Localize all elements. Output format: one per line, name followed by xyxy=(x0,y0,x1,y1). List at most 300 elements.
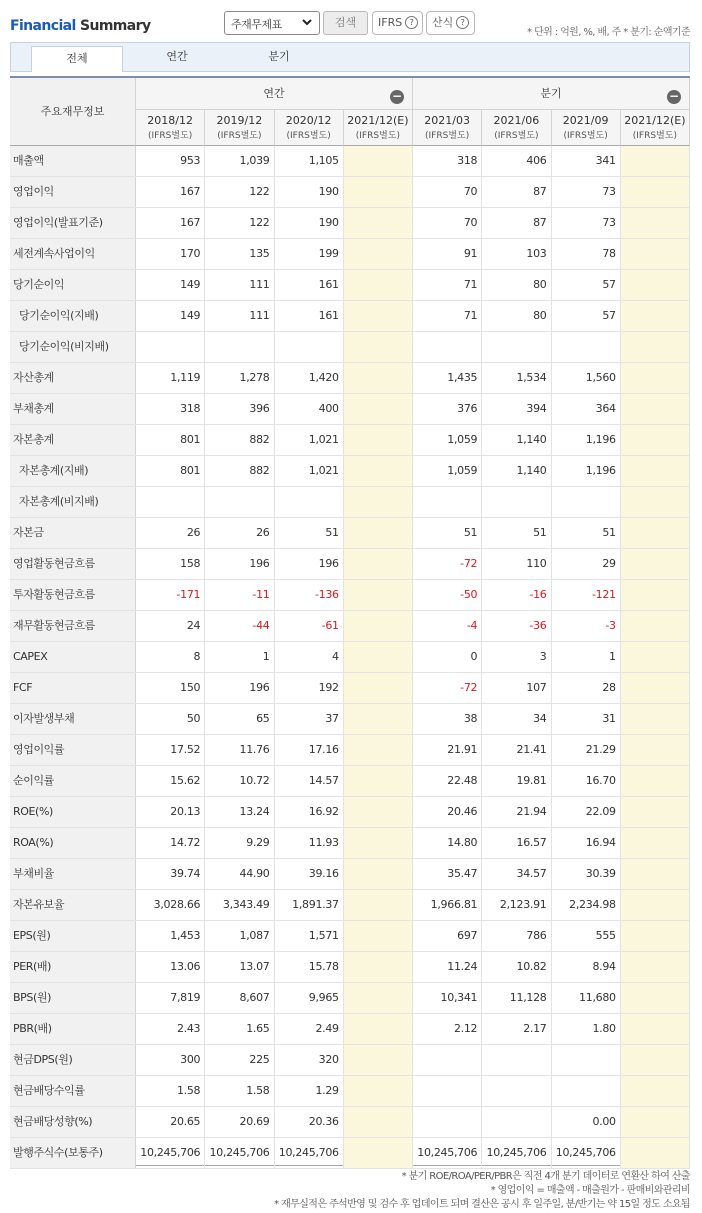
value-cell: 111 xyxy=(205,270,274,300)
row-label: 재무활동현금흐름 xyxy=(10,611,136,641)
row-label: CAPEX xyxy=(10,642,136,672)
table-row xyxy=(10,394,690,425)
row-label: EPS(원) xyxy=(10,921,136,951)
value-cell: 149 xyxy=(136,301,205,331)
value-cell xyxy=(482,1045,551,1075)
column-standard: (IFRS별도) xyxy=(286,131,331,141)
value-cell: 91 xyxy=(413,239,482,269)
value-cell: 57 xyxy=(552,270,621,300)
value-cell: 39.74 xyxy=(136,859,205,889)
row-label: PBR(배) xyxy=(10,1014,136,1044)
value-cell: 11.24 xyxy=(413,952,482,982)
value-cell xyxy=(413,487,482,517)
value-cell xyxy=(413,1076,482,1106)
value-cell xyxy=(621,766,690,796)
value-cell: 2,123.91 xyxy=(482,890,551,920)
value-cell: 1,140 xyxy=(482,456,551,486)
value-cell: -136 xyxy=(275,580,344,610)
value-cell: 51 xyxy=(275,518,344,548)
value-cell: 31 xyxy=(552,704,621,734)
value-cell xyxy=(621,549,690,579)
column-period: 2020/12 xyxy=(285,114,332,127)
tab-annual[interactable]: 연간 xyxy=(166,50,188,63)
row-label: 당기순이익 xyxy=(10,270,136,300)
table-row xyxy=(10,642,690,673)
value-cell xyxy=(621,673,690,703)
value-cell: 11,680 xyxy=(552,983,621,1013)
value-cell xyxy=(344,518,413,548)
row-label: 현금배당성향(%) xyxy=(10,1107,136,1137)
value-cell: 11.93 xyxy=(275,828,344,858)
value-cell xyxy=(621,332,690,362)
value-cell: 65 xyxy=(205,704,274,734)
value-cell: 1,196 xyxy=(552,456,621,486)
value-cell: 34 xyxy=(482,704,551,734)
value-cell: 1.80 xyxy=(552,1014,621,1044)
value-cell: 14.80 xyxy=(413,828,482,858)
row-label: 매출액 xyxy=(10,146,136,176)
value-cell: 16.92 xyxy=(275,797,344,827)
value-cell: -4 xyxy=(413,611,482,641)
value-cell: 20.65 xyxy=(136,1107,205,1137)
value-cell xyxy=(344,549,413,579)
value-cell: 71 xyxy=(413,301,482,331)
value-cell: 1,059 xyxy=(413,456,482,486)
value-cell: 882 xyxy=(205,456,274,486)
value-cell: 34.57 xyxy=(482,859,551,889)
value-cell: 801 xyxy=(136,456,205,486)
unit-note: * 단위 : 억원, %, 배, 주 * 분기: 순액기준 xyxy=(527,27,690,38)
value-cell: 1,039 xyxy=(205,146,274,176)
value-cell: 1,278 xyxy=(205,363,274,393)
value-cell: 111 xyxy=(205,301,274,331)
value-cell: 190 xyxy=(275,177,344,207)
value-cell: 9.29 xyxy=(205,828,274,858)
value-cell: 73 xyxy=(552,177,621,207)
value-cell xyxy=(344,146,413,176)
row-label: 자본유보율 xyxy=(10,890,136,920)
value-cell: 38 xyxy=(413,704,482,734)
table-row xyxy=(10,518,690,549)
footnotes xyxy=(274,1170,690,1212)
value-cell: 51 xyxy=(552,518,621,548)
column-standard: (IFRS별도) xyxy=(217,131,262,141)
value-cell: 26 xyxy=(136,518,205,548)
value-cell xyxy=(621,177,690,207)
value-cell: 1,453 xyxy=(136,921,205,951)
value-cell: 341 xyxy=(552,146,621,176)
value-cell: 73 xyxy=(552,208,621,238)
value-cell: 24 xyxy=(136,611,205,641)
value-cell xyxy=(552,1045,621,1075)
footnote: * 재무실적은 주석반영 및 검수 후 업데이트 되며 결산은 공시 후 일주일, 분/반기는 약 15일 정도 소요됨 xyxy=(274,1199,690,1210)
value-cell xyxy=(621,487,690,517)
value-cell: -36 xyxy=(482,611,551,641)
value-cell xyxy=(621,983,690,1013)
row-label: 부채비율 xyxy=(10,859,136,889)
value-cell: 35.47 xyxy=(413,859,482,889)
value-cell: 406 xyxy=(482,146,551,176)
column-standard: (IFRS별도) xyxy=(494,131,539,141)
value-cell: 9,965 xyxy=(275,983,344,1013)
value-cell xyxy=(275,332,344,362)
table-row xyxy=(10,983,690,1014)
value-cell: 20.46 xyxy=(413,797,482,827)
column-period: 2021/12(E) xyxy=(347,114,409,127)
row-label: 투자활동현금흐름 xyxy=(10,580,136,610)
value-cell: 51 xyxy=(413,518,482,548)
column-period: 2021/09 xyxy=(562,114,609,127)
value-cell: 17.16 xyxy=(275,735,344,765)
value-cell xyxy=(621,301,690,331)
value-cell: 21.91 xyxy=(413,735,482,765)
value-cell: 57 xyxy=(552,301,621,331)
value-cell xyxy=(621,797,690,827)
value-cell xyxy=(621,859,690,889)
formula-label: 산식 xyxy=(432,16,454,29)
help-icon: ? xyxy=(405,16,418,29)
column-period: 2019/12 xyxy=(216,114,263,127)
value-cell: 21.94 xyxy=(482,797,551,827)
row-label: ROA(%) xyxy=(10,828,136,858)
value-cell: 16.70 xyxy=(552,766,621,796)
page-title xyxy=(10,18,150,34)
annual-group-label: 연간 xyxy=(263,87,285,100)
value-cell: 78 xyxy=(552,239,621,269)
value-cell: 376 xyxy=(413,394,482,424)
collapse-annual-button[interactable]: − xyxy=(391,89,403,103)
value-cell xyxy=(621,642,690,672)
value-cell: 199 xyxy=(275,239,344,269)
value-cell xyxy=(552,332,621,362)
value-cell xyxy=(344,270,413,300)
search-button[interactable]: 검색 xyxy=(323,11,368,35)
row-label: 부채총계 xyxy=(10,394,136,424)
row-label: 영업이익 xyxy=(10,177,136,207)
column-period: 2018/12 xyxy=(147,114,193,127)
table-row xyxy=(10,766,690,797)
value-cell: 1.58 xyxy=(205,1076,274,1106)
value-cell xyxy=(344,1076,413,1106)
row-label: 자산총계 xyxy=(10,363,136,393)
row-label: FCF xyxy=(10,673,136,703)
value-cell xyxy=(482,487,551,517)
value-cell xyxy=(344,642,413,672)
value-cell: 87 xyxy=(482,208,551,238)
column-header xyxy=(344,110,413,146)
column-standard: (IFRS별도) xyxy=(425,131,470,141)
value-cell: 135 xyxy=(205,239,274,269)
value-cell: 37 xyxy=(275,704,344,734)
value-cell: 70 xyxy=(413,208,482,238)
value-cell xyxy=(552,487,621,517)
value-cell xyxy=(344,425,413,455)
value-cell xyxy=(413,1107,482,1137)
table-row xyxy=(10,270,690,301)
row-label: 자본총계 xyxy=(10,425,136,455)
value-cell: -121 xyxy=(552,580,621,610)
value-cell xyxy=(552,1076,621,1106)
value-cell xyxy=(621,518,690,548)
table-row xyxy=(10,797,690,828)
tab-quarter[interactable]: 분기 xyxy=(268,50,290,63)
value-cell: 1,196 xyxy=(552,425,621,455)
value-cell xyxy=(413,332,482,362)
value-cell: 394 xyxy=(482,394,551,424)
header-bar xyxy=(0,0,702,42)
value-cell xyxy=(136,487,205,517)
value-cell: 1,059 xyxy=(413,425,482,455)
value-cell: 10,245,706 xyxy=(482,1138,551,1168)
value-cell xyxy=(344,580,413,610)
value-cell xyxy=(344,239,413,269)
value-cell: 161 xyxy=(275,301,344,331)
value-cell: 7,819 xyxy=(136,983,205,1013)
value-cell: 122 xyxy=(205,177,274,207)
value-cell xyxy=(621,1138,690,1168)
value-cell: 196 xyxy=(205,673,274,703)
value-cell xyxy=(344,1138,413,1168)
column-header xyxy=(136,110,205,146)
value-cell xyxy=(344,332,413,362)
value-cell xyxy=(205,487,274,517)
value-cell xyxy=(621,394,690,424)
value-cell xyxy=(344,1014,413,1044)
value-cell: 1,891.37 xyxy=(275,890,344,920)
formula-help-button[interactable] xyxy=(426,11,475,35)
help-icon: ? xyxy=(456,16,469,29)
column-header xyxy=(482,110,551,146)
value-cell xyxy=(482,332,551,362)
value-cell: 1,534 xyxy=(482,363,551,393)
chevron-down-icon xyxy=(301,15,313,32)
row-label: 영업이익(발표기준) xyxy=(10,208,136,238)
collapse-quarter-button[interactable]: − xyxy=(668,89,680,103)
value-cell: 953 xyxy=(136,146,205,176)
value-cell: 22.09 xyxy=(552,797,621,827)
column-header xyxy=(205,110,274,146)
value-cell: 21.41 xyxy=(482,735,551,765)
value-cell: 2.12 xyxy=(413,1014,482,1044)
value-cell: 28 xyxy=(552,673,621,703)
table-row xyxy=(10,208,690,239)
value-cell: 80 xyxy=(482,270,551,300)
ifrs-help-button[interactable] xyxy=(372,11,423,35)
value-cell: 801 xyxy=(136,425,205,455)
table-row xyxy=(10,859,690,890)
table-row xyxy=(10,363,690,394)
value-cell xyxy=(482,1076,551,1106)
value-cell: 2,234.98 xyxy=(552,890,621,920)
annual-group-header xyxy=(136,78,413,110)
value-cell: 110 xyxy=(482,549,551,579)
column-period: 2021/03 xyxy=(424,114,470,127)
column-standard: (IFRS별도) xyxy=(563,131,608,141)
table-row xyxy=(10,177,690,208)
row-label: ROE(%) xyxy=(10,797,136,827)
value-cell: 1,420 xyxy=(275,363,344,393)
table-row xyxy=(10,1138,690,1169)
value-cell: 786 xyxy=(482,921,551,951)
value-cell: 1,560 xyxy=(552,363,621,393)
value-cell xyxy=(621,952,690,982)
value-cell: 14.57 xyxy=(275,766,344,796)
value-cell: 161 xyxy=(275,270,344,300)
row-label: 당기순이익(비지배) xyxy=(10,332,136,362)
value-cell xyxy=(344,828,413,858)
table-row xyxy=(10,332,690,363)
quarter-group-label: 분기 xyxy=(540,87,562,100)
value-cell: 71 xyxy=(413,270,482,300)
value-cell: 20.69 xyxy=(205,1107,274,1137)
column-standard: (IFRS별도) xyxy=(148,131,193,141)
value-cell: -16 xyxy=(482,580,551,610)
table-row xyxy=(10,1045,690,1076)
value-cell: 1,140 xyxy=(482,425,551,455)
table-row xyxy=(10,549,690,580)
value-cell xyxy=(621,704,690,734)
value-cell: 13.06 xyxy=(136,952,205,982)
statement-type-value: 주재무제표 xyxy=(231,18,282,31)
value-cell xyxy=(344,704,413,734)
value-cell: 1,966.81 xyxy=(413,890,482,920)
value-cell: 882 xyxy=(205,425,274,455)
ifrs-label: IFRS xyxy=(378,16,403,29)
value-cell xyxy=(621,208,690,238)
value-cell xyxy=(621,1014,690,1044)
value-cell: 87 xyxy=(482,177,551,207)
column-standard: (IFRS별도) xyxy=(355,131,400,141)
value-cell: 122 xyxy=(205,208,274,238)
value-cell: 3 xyxy=(482,642,551,672)
value-cell: 170 xyxy=(136,239,205,269)
value-cell: 400 xyxy=(275,394,344,424)
footnote: * 분기 ROE/ROA/PER/PBR은 직전 4개 분기 데이터로 연환산 하여 산출 xyxy=(401,1171,690,1182)
value-cell: -3 xyxy=(552,611,621,641)
value-cell: 22.48 xyxy=(413,766,482,796)
value-cell: 19.81 xyxy=(482,766,551,796)
value-cell: 0 xyxy=(413,642,482,672)
value-cell: 29 xyxy=(552,549,621,579)
value-cell: 1.29 xyxy=(275,1076,344,1106)
value-cell: 1,435 xyxy=(413,363,482,393)
value-cell: 2.43 xyxy=(136,1014,205,1044)
value-cell: 555 xyxy=(552,921,621,951)
value-cell xyxy=(344,363,413,393)
row-label: 현금DPS(원) xyxy=(10,1045,136,1075)
footnote: * 영업이익 = 매출액 - 매출원가 - 판매비와관리비 xyxy=(490,1185,690,1196)
column-period: 2021/12(E) xyxy=(624,114,686,127)
value-cell: 13.07 xyxy=(205,952,274,982)
value-cell xyxy=(621,425,690,455)
value-cell: 20.13 xyxy=(136,797,205,827)
row-label: 영업이익률 xyxy=(10,735,136,765)
value-cell: 150 xyxy=(136,673,205,703)
row-label: 현금배당수익률 xyxy=(10,1076,136,1106)
value-cell: 70 xyxy=(413,177,482,207)
value-cell: 21.29 xyxy=(552,735,621,765)
value-cell xyxy=(344,673,413,703)
value-cell xyxy=(621,146,690,176)
value-cell: 1,571 xyxy=(275,921,344,951)
value-cell xyxy=(621,1076,690,1106)
value-cell xyxy=(205,332,274,362)
value-cell: 1 xyxy=(205,642,274,672)
value-cell: 2.49 xyxy=(275,1014,344,1044)
value-cell: 10.72 xyxy=(205,766,274,796)
value-cell: 10,245,706 xyxy=(136,1138,205,1168)
value-cell xyxy=(621,828,690,858)
value-cell xyxy=(344,208,413,238)
value-cell: 364 xyxy=(552,394,621,424)
value-cell: 44.90 xyxy=(205,859,274,889)
value-cell: 158 xyxy=(136,549,205,579)
value-cell: 0.00 xyxy=(552,1107,621,1137)
value-cell: 1.65 xyxy=(205,1014,274,1044)
table-row xyxy=(10,1014,690,1045)
value-cell xyxy=(344,177,413,207)
value-cell: 8.94 xyxy=(552,952,621,982)
value-cell: 8,607 xyxy=(205,983,274,1013)
value-cell xyxy=(136,332,205,362)
table-row xyxy=(10,425,690,456)
value-cell: 167 xyxy=(136,177,205,207)
value-cell: -50 xyxy=(413,580,482,610)
table-row xyxy=(10,301,690,332)
value-cell: 10,245,706 xyxy=(205,1138,274,1168)
table-row xyxy=(10,735,690,766)
value-cell: 196 xyxy=(205,549,274,579)
value-cell xyxy=(344,1107,413,1137)
value-cell xyxy=(482,1107,551,1137)
value-cell: 51 xyxy=(482,518,551,548)
value-cell: 10,245,706 xyxy=(275,1138,344,1168)
statement-type-select[interactable] xyxy=(224,11,320,35)
value-cell: 3,028.66 xyxy=(136,890,205,920)
value-cell xyxy=(344,1045,413,1075)
row-label: 자본총계(지배) xyxy=(10,456,136,486)
title-summary: Summary xyxy=(79,18,151,34)
tab-all[interactable]: 전체 xyxy=(31,46,123,72)
value-cell xyxy=(344,859,413,889)
value-cell xyxy=(344,394,413,424)
table-row xyxy=(10,456,690,487)
row-label: 발행주식수(보통주) xyxy=(10,1138,136,1168)
value-cell: 39.16 xyxy=(275,859,344,889)
value-cell xyxy=(621,890,690,920)
value-cell: 13.24 xyxy=(205,797,274,827)
value-cell: 11.76 xyxy=(205,735,274,765)
table-row xyxy=(10,890,690,921)
row-label: BPS(원) xyxy=(10,983,136,1013)
value-cell: 16.94 xyxy=(552,828,621,858)
value-cell: 107 xyxy=(482,673,551,703)
table-row xyxy=(10,146,690,177)
value-cell xyxy=(621,1045,690,1075)
row-label: 이자발생부채 xyxy=(10,704,136,734)
value-cell xyxy=(621,1107,690,1137)
value-cell xyxy=(344,921,413,951)
value-cell: 17.52 xyxy=(136,735,205,765)
table-row xyxy=(10,1076,690,1107)
value-cell xyxy=(344,301,413,331)
value-cell: 167 xyxy=(136,208,205,238)
value-cell: 2.17 xyxy=(482,1014,551,1044)
value-cell: 697 xyxy=(413,921,482,951)
value-cell: 15.78 xyxy=(275,952,344,982)
financial-table xyxy=(10,76,690,1166)
value-cell xyxy=(344,766,413,796)
